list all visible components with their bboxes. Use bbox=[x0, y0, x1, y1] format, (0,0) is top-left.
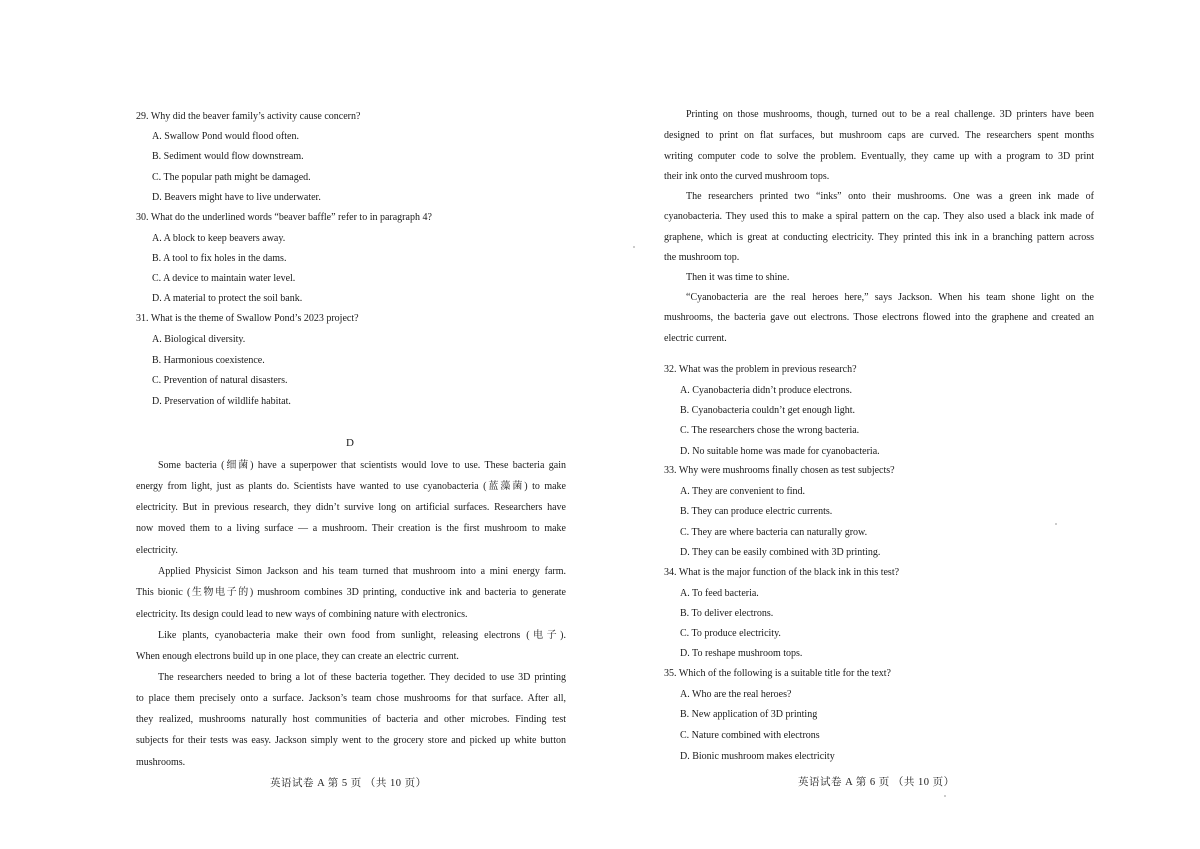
passage-line: Then it was time to shine. bbox=[686, 272, 790, 283]
passage-line: the mushroom top. bbox=[664, 252, 740, 263]
passage-line: This bionic (生物电子的) mushroom combines 3D printing, conductive ink and bacteria to generate bbox=[136, 587, 566, 598]
answer-option: B. New application of 3D printing bbox=[680, 709, 818, 720]
passage-line: subjects for their tests was easy. Jackson simply went to the grocery store and picked up white button bbox=[136, 735, 566, 746]
passage-line: “Cyanobacteria are the real heroes here,” says Jackson. When his team shone light on the bbox=[686, 292, 1094, 303]
answer-option: C. To produce electricity. bbox=[680, 628, 781, 639]
passage-line: writing computer code to solve the problem. Eventually, they came up with a program to 3D print bbox=[664, 151, 1094, 162]
question-stem: 29. Why did the beaver family’s activity cause concern? bbox=[136, 111, 361, 122]
passage-line: mushrooms, the bacteria gave out electrons. Those electrons flowed into the graphene and created an bbox=[664, 312, 1094, 323]
answer-option: A. Who are the real heroes? bbox=[680, 689, 792, 700]
passage-line: electricity. But in previous research, they didn’t survive long on artificial surfaces. Researchers have bbox=[136, 502, 566, 513]
answer-option: B. They can produce electric currents. bbox=[680, 506, 833, 517]
answer-option: C. The researchers chose the wrong bacteria. bbox=[680, 425, 860, 436]
answer-option: C. They are where bacteria can naturally grow. bbox=[680, 527, 868, 538]
passage-line: designed to print on flat surfaces, but mushroom caps are curved. The researchers spent months bbox=[664, 130, 1094, 141]
passage-line: When enough electrons build up in one place, they can create an electric current. bbox=[136, 651, 459, 662]
question-stem: 34. What is the major function of the black ink in this test? bbox=[664, 567, 900, 578]
answer-option: D. They can be easily combined with 3D printing. bbox=[680, 547, 881, 558]
passage-line: electric current. bbox=[664, 333, 727, 344]
passage-line: to place them precisely onto a surface. Jackson’s team chose mushrooms for that surface. After all, bbox=[136, 693, 566, 704]
passage-line: The researchers needed to bring a lot of these bacteria together. They decided to use 3D printing bbox=[158, 672, 566, 683]
passage-line: Some bacteria (细菌) have a superpower that scientists would love to use. These bacteria gain bbox=[158, 460, 566, 471]
passage-line: energy from light, just as plants do. Scientists have wanted to use cyanobacteria (蓝藻菌) to make bbox=[136, 481, 566, 492]
passage-line: now moved them to a living surface — a mushroom. Their creation is the first mushroom to make bbox=[136, 523, 566, 534]
passage-line: cyanobacteria. They used this to make a spiral pattern on the cap. They also used a black ink made of bbox=[664, 211, 1094, 222]
answer-option: C. A device to maintain water level. bbox=[152, 273, 296, 284]
passage-line: Applied Physicist Simon Jackson and his team turned that mushroom into a mini energy farm. bbox=[158, 566, 566, 577]
answer-option: B. To deliver electrons. bbox=[680, 608, 774, 619]
answer-option: B. A tool to fix holes in the dams. bbox=[152, 253, 287, 264]
answer-option: A. They are convenient to find. bbox=[680, 486, 806, 497]
answer-option: D. Beavers might have to live underwater. bbox=[152, 192, 321, 203]
answer-option: D. Preservation of wildlife habitat. bbox=[152, 396, 291, 407]
question-stem: 31. What is the theme of Swallow Pond’s 2023 project? bbox=[136, 313, 359, 324]
passage-line: they realized, mushrooms naturally host communities of bacteria and other microbes. Finding test bbox=[136, 714, 566, 725]
passage-line: Printing on those mushrooms, though, turned out to be a real challenge. 3D printers have been bbox=[686, 109, 1094, 120]
question-stem: 33. Why were mushrooms finally chosen as test subjects? bbox=[664, 465, 895, 476]
answer-option: C. Nature combined with electrons bbox=[680, 730, 820, 741]
passage-line: electricity. bbox=[136, 545, 178, 556]
answer-option: A. To feed bacteria. bbox=[680, 588, 759, 599]
answer-option: B. Cyanobacteria couldn’t get enough light. bbox=[680, 405, 856, 416]
answer-option: C. Prevention of natural disasters. bbox=[152, 375, 288, 386]
passage-line: electricity. Its design could lead to new ways of combining nature with electronics. bbox=[136, 609, 468, 620]
answer-option: B. Harmonious coexistence. bbox=[152, 355, 265, 366]
answer-option: A. Cyanobacteria didn’t produce electrons. bbox=[680, 385, 852, 396]
question-stem: 35. Which of the following is a suitable title for the text? bbox=[664, 668, 891, 679]
answer-option: A. Swallow Pond would flood often. bbox=[152, 131, 299, 142]
question-stem: 30. What do the underlined words “beaver baffle” refer to in paragraph 4? bbox=[136, 212, 432, 223]
answer-option: D. No suitable home was made for cyanobacteria. bbox=[680, 446, 880, 457]
answer-option: C. The popular path might be damaged. bbox=[152, 172, 311, 183]
page-footer: 英语试卷 A 第 5 页 （共 10 页） bbox=[270, 778, 427, 789]
passage-line: graphene, which is great at conducting electricity. They printed this ink in a branching pattern across bbox=[664, 232, 1094, 243]
answer-option: D. A material to protect the soil bank. bbox=[152, 293, 303, 304]
answer-option: D. Bionic mushroom makes electricity bbox=[680, 751, 835, 762]
passage-line: The researchers printed two “inks” onto their mushrooms. One was a green ink made of bbox=[686, 191, 1094, 202]
scan-speck bbox=[944, 795, 946, 797]
answer-option: A. Biological diversity. bbox=[152, 334, 246, 345]
passage-line: Like plants, cyanobacteria make their own food from sunlight, releasing electrons (电子). bbox=[158, 630, 566, 641]
scan-speck bbox=[1055, 523, 1057, 525]
scan-speck bbox=[633, 246, 635, 248]
answer-option: B. Sediment would flow downstream. bbox=[152, 151, 304, 162]
page-footer: 英语试卷 A 第 6 页 （共 10 页） bbox=[798, 777, 955, 788]
passage-line: their ink onto the curved mushroom tops. bbox=[664, 171, 830, 182]
question-stem: 32. What was the problem in previous research? bbox=[664, 364, 857, 375]
passage-line: mushrooms. bbox=[136, 757, 186, 768]
answer-option: D. To reshape mushroom tops. bbox=[680, 648, 803, 659]
answer-option: A. A block to keep beavers away. bbox=[152, 233, 286, 244]
section-heading-d: D bbox=[346, 437, 354, 449]
